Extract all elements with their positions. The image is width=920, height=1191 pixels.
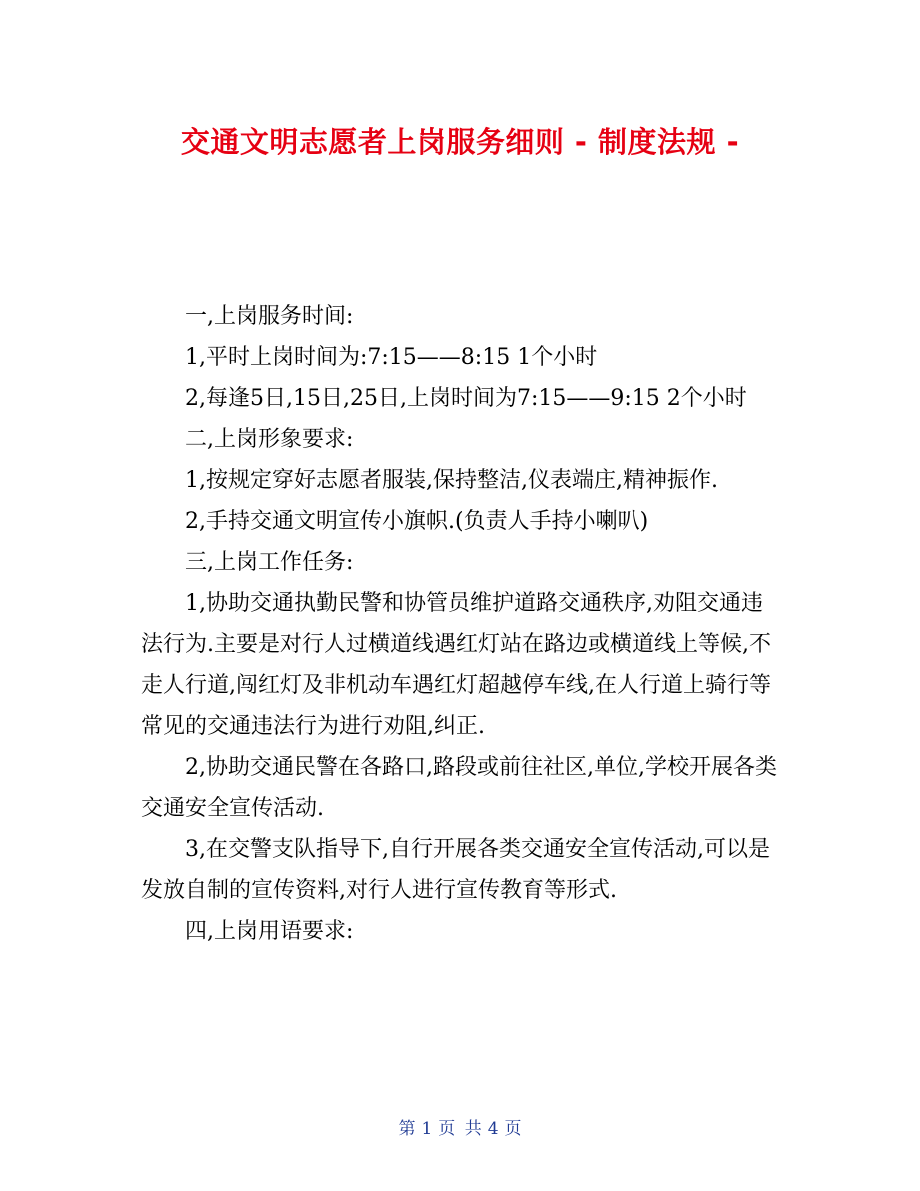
paragraph-normal-hours: 1,平时上岗时间为:7:15——8:15 1个小时 (185, 345, 598, 370)
section-heading-time: 一,上岗服务时间: (185, 304, 354, 329)
page-footer (0, 1114, 920, 1139)
footer-prefix: 第 (398, 1119, 416, 1139)
section-heading-language: 四,上岗用语要求: (185, 919, 354, 944)
paragraph-uniform: 1,按规定穿好志愿者服装,保持整洁,仪表端庄,精神振作. (185, 468, 718, 493)
document-body (141, 296, 783, 952)
footer-page-current: 1 (421, 1119, 433, 1139)
footer-page-total: 4 (487, 1119, 499, 1139)
paragraph-special-hours: 2,每逢5日,15日,25日,上岗时间为7:15——9:15 2个小时 (185, 386, 747, 411)
footer-middle: 页 共 (438, 1119, 482, 1139)
paragraph-flag: 2,手持交通文明宣传小旗帜.(负责人手持小喇叭) (185, 509, 649, 534)
section-heading-tasks: 三,上岗工作任务: (185, 550, 354, 575)
paragraph-task-3: 3,在交警支队指导下,自行开展各类交通安全宣传活动,可以是发放自制的宣传资料,对行人进行宣传教育等形式. (141, 837, 770, 903)
footer-suffix: 页 (504, 1119, 522, 1139)
paragraph-task-1: 1,协助交通执勤民警和协管员维护道路交通秩序,劝阻交通违法行为.主要是对行人过横道线遇红灯站在路边或横道线上等候,不走人行道,闯红灯及非机动车遇红灯超越停车线,在人行道上骑行等常见的交通违法行为进行劝阻,纠正. (141, 591, 771, 739)
section-heading-appearance: 二,上岗形象要求: (185, 427, 354, 452)
paragraph-task-2: 2,协助交通民警在各路口,路段或前往社区,单位,学校开展各类交通安全宣传活动. (141, 755, 777, 821)
document-title: 交通文明志愿者上岗服务细则 - 制度法规 - (180, 125, 740, 159)
